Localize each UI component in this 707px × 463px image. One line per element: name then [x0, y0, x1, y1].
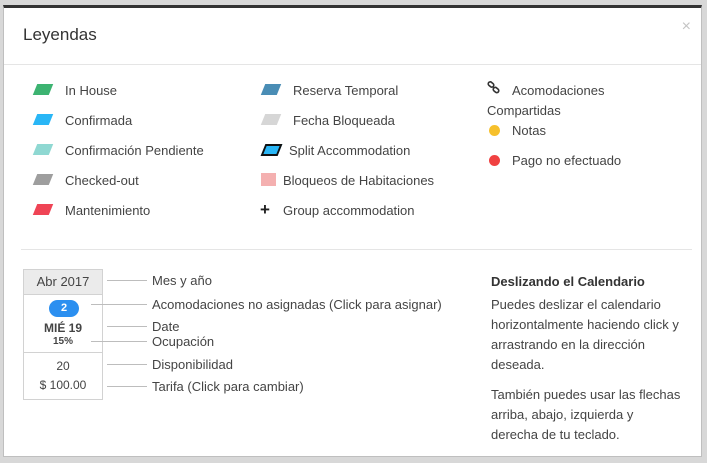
modal-title: Leyendas: [23, 25, 97, 44]
legend-label: Checked-out: [65, 173, 139, 188]
scrolling-paragraph-2: [491, 385, 699, 445]
text-line: También puedes usar las flechas: [491, 387, 681, 402]
explanation-date: Date: [152, 319, 180, 334]
text-line: Puedes deslizar el calendario: [491, 297, 661, 312]
calendar-day: MIÉ 19: [43, 321, 82, 335]
text-line: deseada.: [491, 357, 545, 372]
legend-label: Notas: [512, 123, 546, 138]
connector-line: [107, 386, 147, 387]
plus-icon: +: [260, 200, 270, 219]
legend-label-line2: Compartidas: [487, 103, 561, 118]
legend-label: Split Accommodation: [289, 143, 411, 158]
legend-label: Bloqueos de Habitaciones: [283, 173, 435, 188]
connector-line: [107, 326, 147, 327]
calendar-occupancy: 15%: [52, 336, 73, 347]
confirmacion-pendiente-swatch: [33, 144, 53, 155]
text-line: arrastrando en la dirección: [491, 337, 645, 352]
fecha-bloqueada-swatch: [261, 114, 281, 125]
mantenimiento-swatch: [33, 204, 53, 215]
connector-line: [91, 341, 147, 342]
reserva-temporal-swatch: [261, 84, 281, 95]
legend-label: In House: [65, 83, 118, 98]
explanation-month: Mes y año: [152, 273, 212, 288]
scrolling-paragraph-1: [491, 295, 699, 375]
legend-label: Reserva Temporal: [293, 83, 399, 98]
legend-label: Mantenimiento: [65, 203, 151, 218]
connector-line: [107, 364, 147, 365]
calendar-separator: [24, 352, 102, 353]
explanation-availability: Disponibilidad: [152, 357, 233, 372]
calendar-availability: 20: [56, 359, 70, 373]
connector-line: [91, 304, 147, 305]
text-line: horizontalmente haciendo click y: [491, 317, 679, 332]
legend-label: Confirmada: [65, 113, 133, 128]
explanation-occupancy: Ocupación: [152, 334, 215, 349]
legend-label: Pago no efectuado: [512, 153, 622, 168]
checked-out-swatch: [33, 174, 53, 185]
link-icon: [487, 81, 500, 97]
notas-dot: [489, 125, 500, 136]
connector-line: [107, 280, 147, 281]
explanation-rate: Tarifa (Click para cambiar): [152, 379, 304, 394]
text-line: arriba, abajo, izquierda y: [491, 407, 634, 422]
confirmada-swatch: [33, 114, 53, 125]
legend-label-line1: Acomodaciones: [512, 83, 605, 98]
legend-label: Group accommodation: [283, 203, 415, 218]
close-icon[interactable]: ×: [681, 18, 691, 35]
calendar-cell-example: [23, 269, 103, 400]
calendar-rate[interactable]: $ 100.00: [39, 378, 87, 392]
explanation-unassigned: Acomodaciones no asignadas (Click para asignar): [152, 297, 442, 312]
legend-modal: [3, 5, 702, 457]
legend-label: Fecha Bloqueada: [293, 113, 395, 128]
in-house-swatch: [33, 84, 53, 95]
modal-header: [4, 8, 701, 65]
bloqueos-habitaciones-swatch: [261, 173, 276, 186]
legend-label: Confirmación Pendiente: [65, 143, 204, 158]
text-line: derecha de tu teclado.: [491, 427, 620, 442]
calendar-month: Abr 2017: [24, 270, 102, 295]
pago-no-efectuado-dot: [489, 155, 500, 166]
section-divider: [21, 249, 692, 250]
unassigned-badge[interactable]: 2: [49, 300, 79, 317]
scrolling-title: Deslizando el Calendario: [491, 274, 645, 289]
split-accommodation-swatch: [261, 144, 283, 156]
